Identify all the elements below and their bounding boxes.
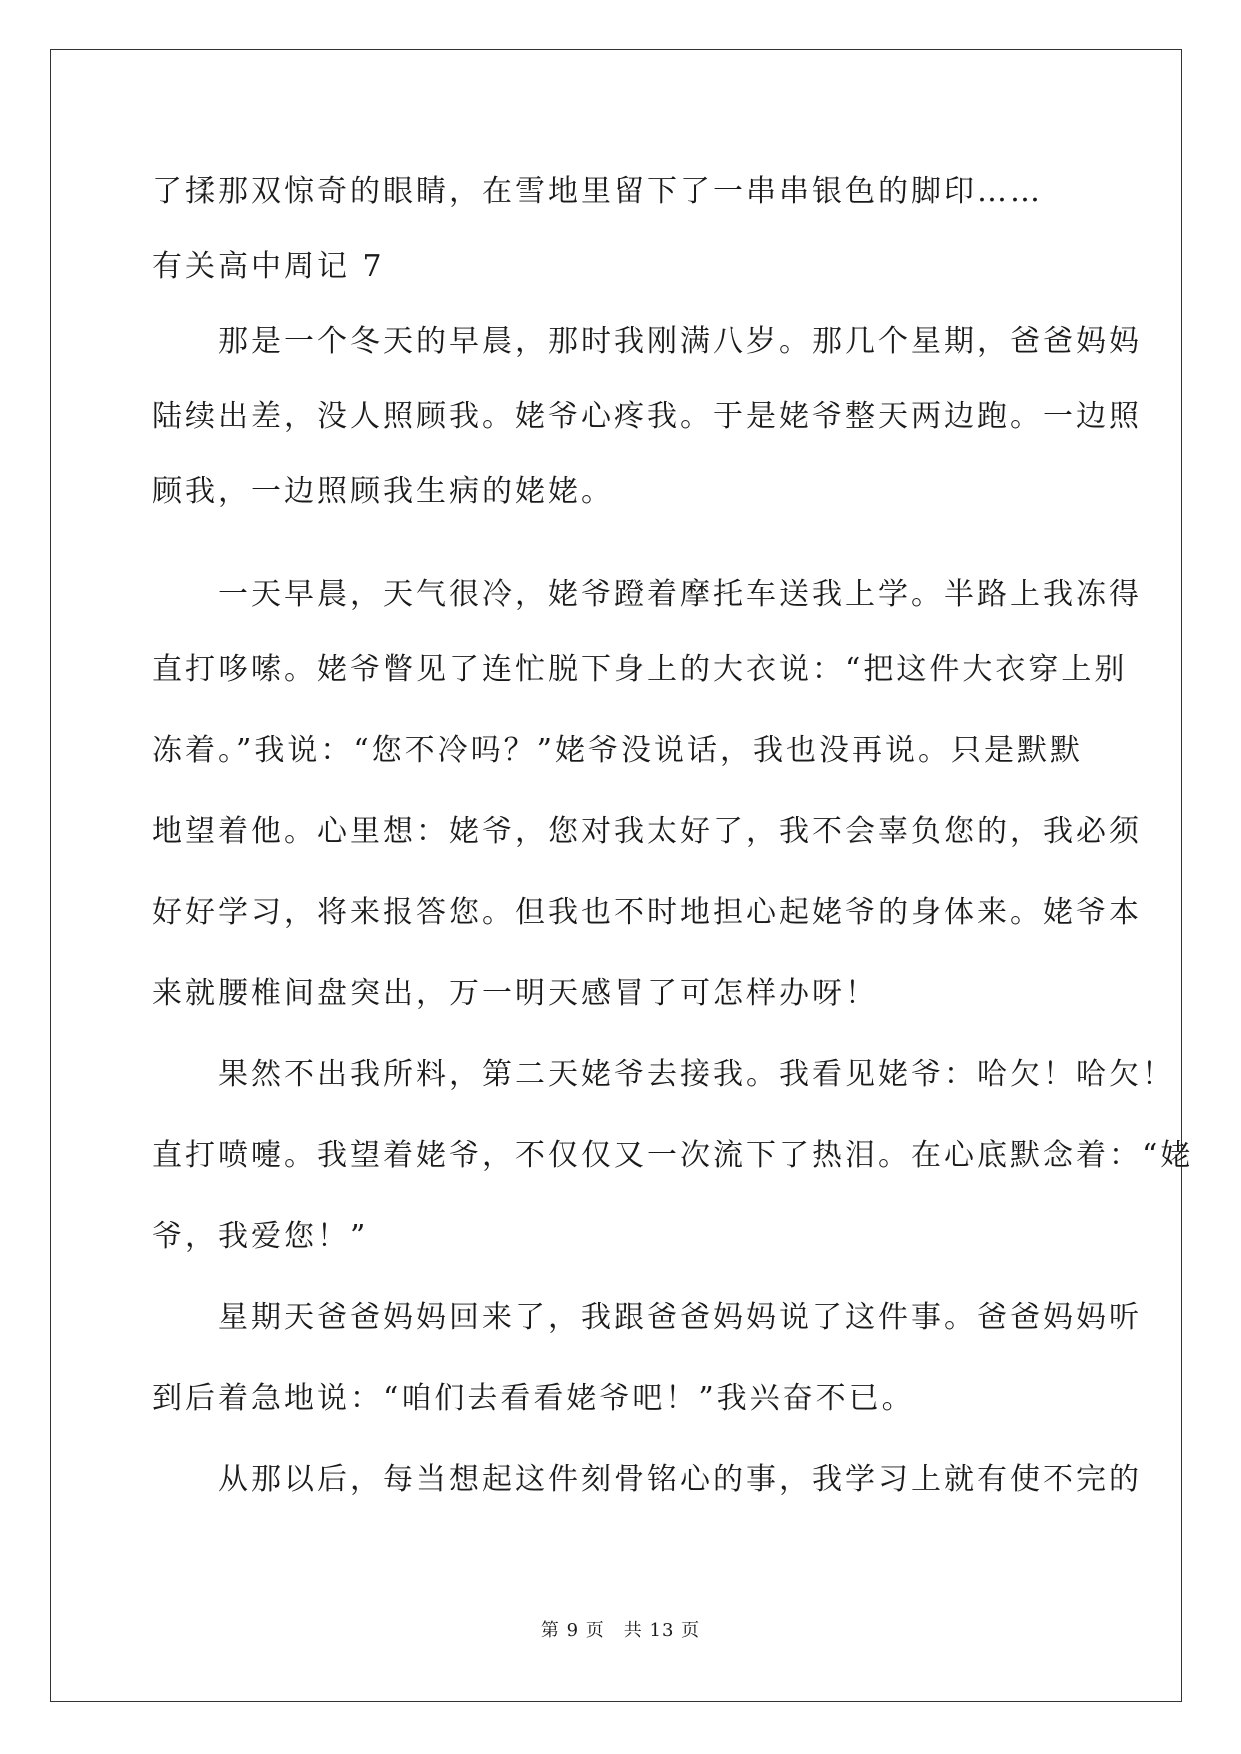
text-line: 了揉那双惊奇的眼睛，在雪地里留下了一串串银色的脚印…… (152, 174, 1043, 209)
text-line: 那是一个冬天的早晨，那时我刚满八岁。那几个星期，爸爸妈妈 (152, 324, 1142, 359)
text-line: 好好学习，将来报答您。但我也不时地担心起姥爷的身体来。姥爷本 (152, 895, 1142, 930)
section-heading: 有关高中周记 7 (152, 249, 385, 284)
text-line: 顾我，一边照顾我生病的姥姥。 (152, 474, 614, 509)
page-number-footer: 第 9 页 共 13 页 (540, 1620, 701, 1641)
text-line: 果然不出我所料，第二天姥爷去接我。我看见姥爷：哈欠！哈欠！ (152, 1057, 1175, 1092)
text-line: 直打喷嚏。我望着姥爷，不仅仅又一次流下了热泪。在心底默念着：“姥 (152, 1138, 1194, 1173)
text-line: 冻着。”我说：“您不冷吗？”姥爷没说话，我也没再说。只是默默 (152, 733, 1084, 768)
text-line: 到后着急地说：“咱们去看看姥爷吧！”我兴奋不已。 (152, 1381, 915, 1416)
text-line: 陆续出差，没人照顾我。姥爷心疼我。于是姥爷整天两边跑。一边照 (152, 399, 1142, 434)
text-line: 星期天爸爸妈妈回来了，我跟爸爸妈妈说了这件事。爸爸妈妈听 (152, 1300, 1142, 1335)
text-line: 直打哆嗦。姥爷瞥见了连忙脱下身上的大衣说：“把这件大衣穿上别 (152, 652, 1128, 687)
text-line: 地望着他。心里想：姥爷，您对我太好了，我不会辜负您的，我必须 (152, 814, 1142, 849)
text-line: 爷，我爱您！” (152, 1219, 369, 1254)
text-line: 从那以后，每当想起这件刻骨铭心的事，我学习上就有使不完的 (152, 1462, 1142, 1497)
text-line: 来就腰椎间盘突出，万一明天感冒了可怎样办呀！ (152, 976, 878, 1011)
text-line: 一天早晨，天气很冷，姥爷蹬着摩托车送我上学。半路上我冻得 (152, 577, 1142, 612)
page-border (50, 49, 1182, 1702)
